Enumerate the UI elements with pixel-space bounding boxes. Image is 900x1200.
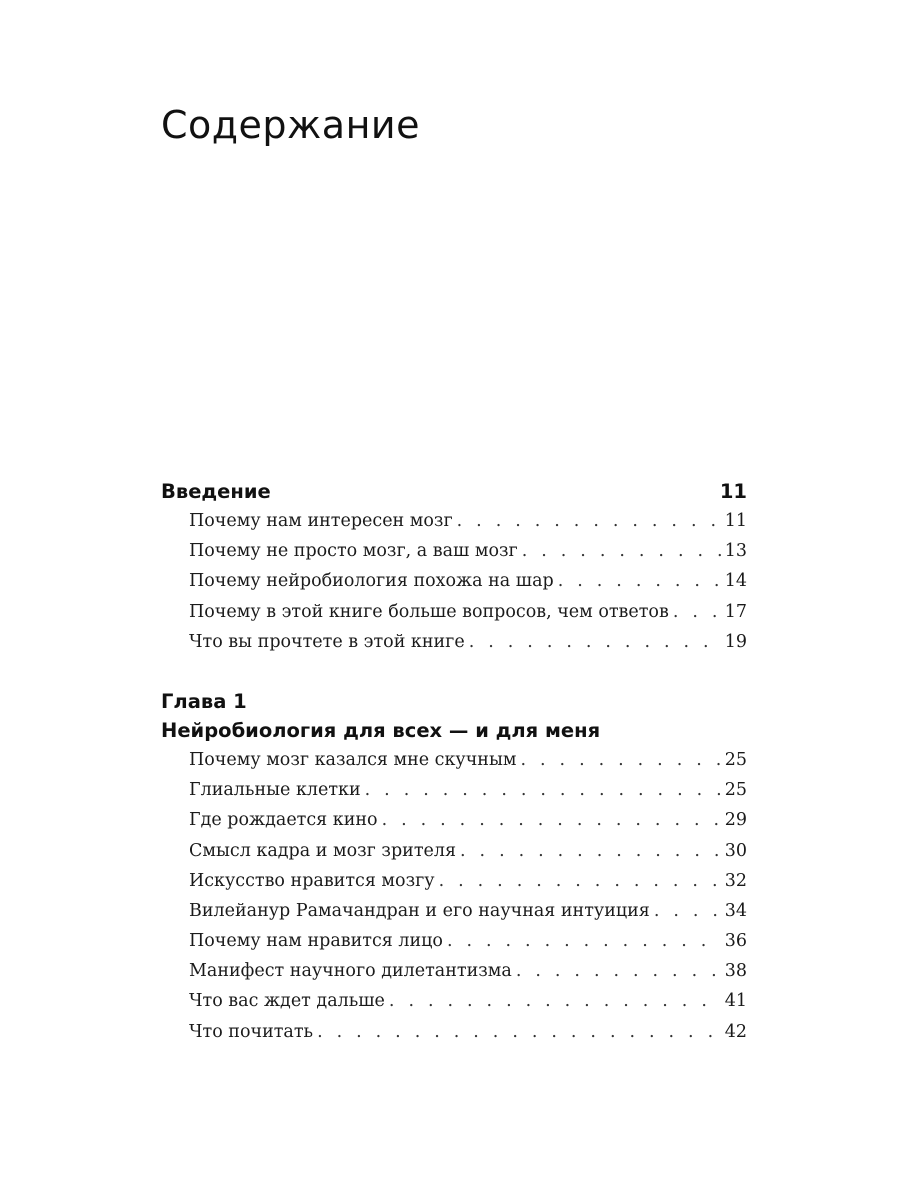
entry-title: Искусство нравится мозгу (189, 870, 435, 891)
dot-leader (382, 805, 721, 835)
entry-page-number: 29 (724, 810, 747, 831)
entry-title: Что почитать (189, 1021, 314, 1042)
dot-leader (673, 597, 721, 627)
entry-page-number: 14 (724, 571, 747, 592)
toc-entry[interactable] (161, 926, 747, 956)
dot-leader (521, 745, 721, 775)
entry-page-number: 41 (724, 991, 747, 1012)
dot-leader (439, 866, 721, 896)
dot-leader (389, 986, 721, 1016)
toc-entry[interactable] (161, 1017, 747, 1047)
toc-entry[interactable] (161, 956, 747, 986)
page-title: Содержание (161, 103, 420, 147)
intro-entry-list (161, 506, 747, 657)
entry-title: Манифест научного дилетантизма (189, 961, 512, 982)
toc-entry[interactable] (161, 506, 747, 536)
entry-title: Что вас ждет дальше (189, 991, 385, 1012)
toc-entry[interactable] (161, 627, 747, 657)
entry-title: Почему мозг казался мне скучным (189, 749, 517, 770)
entry-page-number: 38 (724, 961, 747, 982)
dot-leader (654, 896, 721, 926)
toc-section-intro[interactable] (161, 477, 747, 506)
chapter-1-entry-list (161, 745, 747, 1047)
chapter-label[interactable]: Глава 1 (161, 689, 247, 713)
chapter-title[interactable]: Нейробиология для всех — и для меня (161, 718, 601, 742)
dot-leader (447, 926, 721, 956)
entry-title: Что вы прочтете в этой книге (189, 631, 465, 652)
entry-page-number: 11 (724, 511, 747, 531)
dot-leader (558, 566, 721, 596)
toc-entry[interactable] (161, 866, 747, 896)
section-page-number: 11 (719, 480, 747, 503)
dot-leader (317, 1017, 721, 1047)
toc-entry[interactable] (161, 986, 747, 1016)
entry-page-number: 34 (724, 900, 747, 921)
entry-page-number: 36 (724, 931, 747, 952)
toc-entry[interactable] (161, 566, 747, 596)
entry-page-number: 25 (724, 749, 747, 770)
entry-page-number: 19 (724, 631, 747, 652)
entry-title: Вилейанур Рамачандран и его научная интуиция (189, 900, 650, 921)
entry-page-number: 17 (724, 601, 747, 622)
toc-entry[interactable] (161, 836, 747, 866)
entry-page-number: 30 (724, 840, 747, 861)
entry-page-number: 42 (724, 1021, 747, 1042)
entry-page-number: 25 (724, 780, 747, 801)
toc-entry[interactable] (161, 745, 747, 775)
section-title: Введение (161, 480, 271, 503)
entry-title: Почему нейробиология похожа на шар (189, 571, 554, 592)
entry-title: Глиальные клетки (189, 780, 361, 801)
entry-title: Почему нам нравится лицо (189, 931, 443, 952)
entry-page-number: 32 (724, 870, 747, 891)
dot-leader (365, 775, 721, 805)
toc-entry[interactable] (161, 805, 747, 835)
toc-entry[interactable] (161, 597, 747, 627)
entry-title: Где рождается кино (189, 810, 378, 831)
dot-leader (522, 536, 721, 566)
toc-entry[interactable] (161, 536, 747, 566)
entry-title: Почему в этой книге больше вопросов, чем ответов (189, 601, 669, 622)
table-of-contents (161, 477, 747, 1047)
entry-title: Смысл кадра и мозг зрителя (189, 840, 457, 861)
dot-leader (516, 956, 721, 986)
dot-leader (457, 506, 721, 536)
dot-leader (460, 836, 721, 866)
toc-entry[interactable] (161, 896, 747, 926)
toc-chapter-1 (161, 687, 747, 1047)
toc-entry[interactable] (161, 775, 747, 805)
entry-title: Почему не просто мозг, а ваш мозг (189, 541, 518, 562)
dot-leader (469, 627, 721, 657)
entry-title: Почему нам интересен мозг (189, 511, 453, 531)
entry-page-number: 13 (724, 541, 747, 562)
